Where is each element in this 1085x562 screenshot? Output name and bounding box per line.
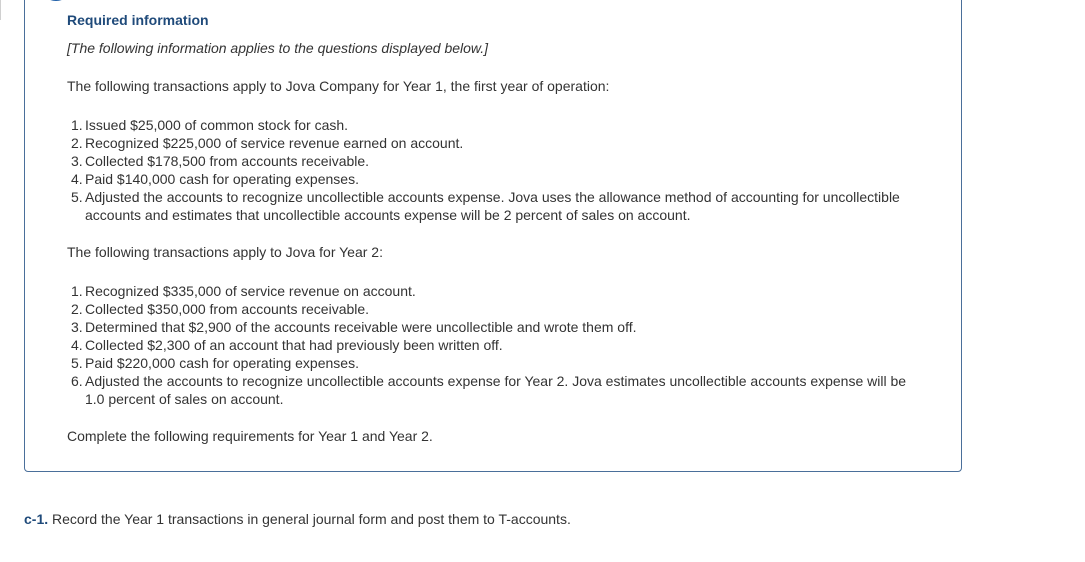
item-number: 1. <box>71 283 83 299</box>
item-number: 2. <box>71 301 83 317</box>
item-text: Adjusted the accounts to recognize uncollectible accounts expense for Year 2. Jova estimates uncollectible accounts expense will be 1.0 percent of sales on account. <box>85 373 907 407</box>
info-badge-icon <box>39 0 73 1</box>
list-item <box>67 354 927 372</box>
list-item <box>67 318 927 336</box>
requirement-label: c-1. <box>24 511 49 527</box>
item-text: Collected $350,000 from accounts receivable. <box>85 301 370 317</box>
item-number: 3. <box>71 319 83 335</box>
list-item <box>67 372 927 408</box>
item-number: 3. <box>71 153 83 169</box>
year2-intro: The following transactions apply to Jova for Year 2: <box>67 244 383 260</box>
item-text: Paid $220,000 cash for operating expenses. <box>85 355 359 371</box>
year2-transactions-list <box>67 282 927 408</box>
item-number: 2. <box>71 135 83 151</box>
closing-instruction: Complete the following requirements for Year 1 and Year 2. <box>67 428 433 444</box>
item-number: 5. <box>71 355 83 371</box>
item-text: Collected $178,500 from accounts receivable. <box>85 153 370 169</box>
list-item <box>67 336 927 354</box>
item-text: Issued $25,000 of common stock for cash. <box>85 117 349 133</box>
item-number: 1. <box>71 117 83 133</box>
item-text: Adjusted the accounts to recognize uncollectible accounts expense. Jova uses the allowance method of accounting for uncollectible accounts and estimates that uncollectible accounts expense will be 2 percent of sales on account. <box>85 189 900 223</box>
item-text: Recognized $225,000 of service revenue earned on account. <box>85 135 464 151</box>
panel-heading: Required information <box>67 12 209 28</box>
left-edge-divider <box>0 0 5 20</box>
list-item <box>67 116 927 134</box>
list-item <box>67 188 927 224</box>
requirement-prompt <box>24 511 571 527</box>
year1-transactions-list <box>67 116 927 224</box>
list-item <box>67 134 927 152</box>
item-text: Recognized $335,000 of service revenue on account. <box>85 283 416 299</box>
list-item <box>67 282 927 300</box>
item-text: Collected $2,300 of an account that had previously been written off. <box>85 337 503 353</box>
panel-note: [The following information applies to the questions displayed below.] <box>67 40 489 56</box>
item-text: Determined that $2,900 of the accounts receivable were uncollectible and wrote them off. <box>85 319 637 335</box>
item-number: 6. <box>71 373 83 389</box>
year1-intro: The following transactions apply to Jova Company for Year 1, the first year of operation: <box>67 78 610 94</box>
item-number: 5. <box>71 189 83 205</box>
list-item <box>67 170 927 188</box>
item-number: 4. <box>71 337 83 353</box>
item-text: Paid $140,000 cash for operating expenses. <box>85 171 359 187</box>
list-item <box>67 152 927 170</box>
requirement-text: Record the Year 1 transactions in general journal form and post them to T-accounts. <box>52 511 571 527</box>
item-number: 4. <box>71 171 83 187</box>
list-item <box>67 300 927 318</box>
